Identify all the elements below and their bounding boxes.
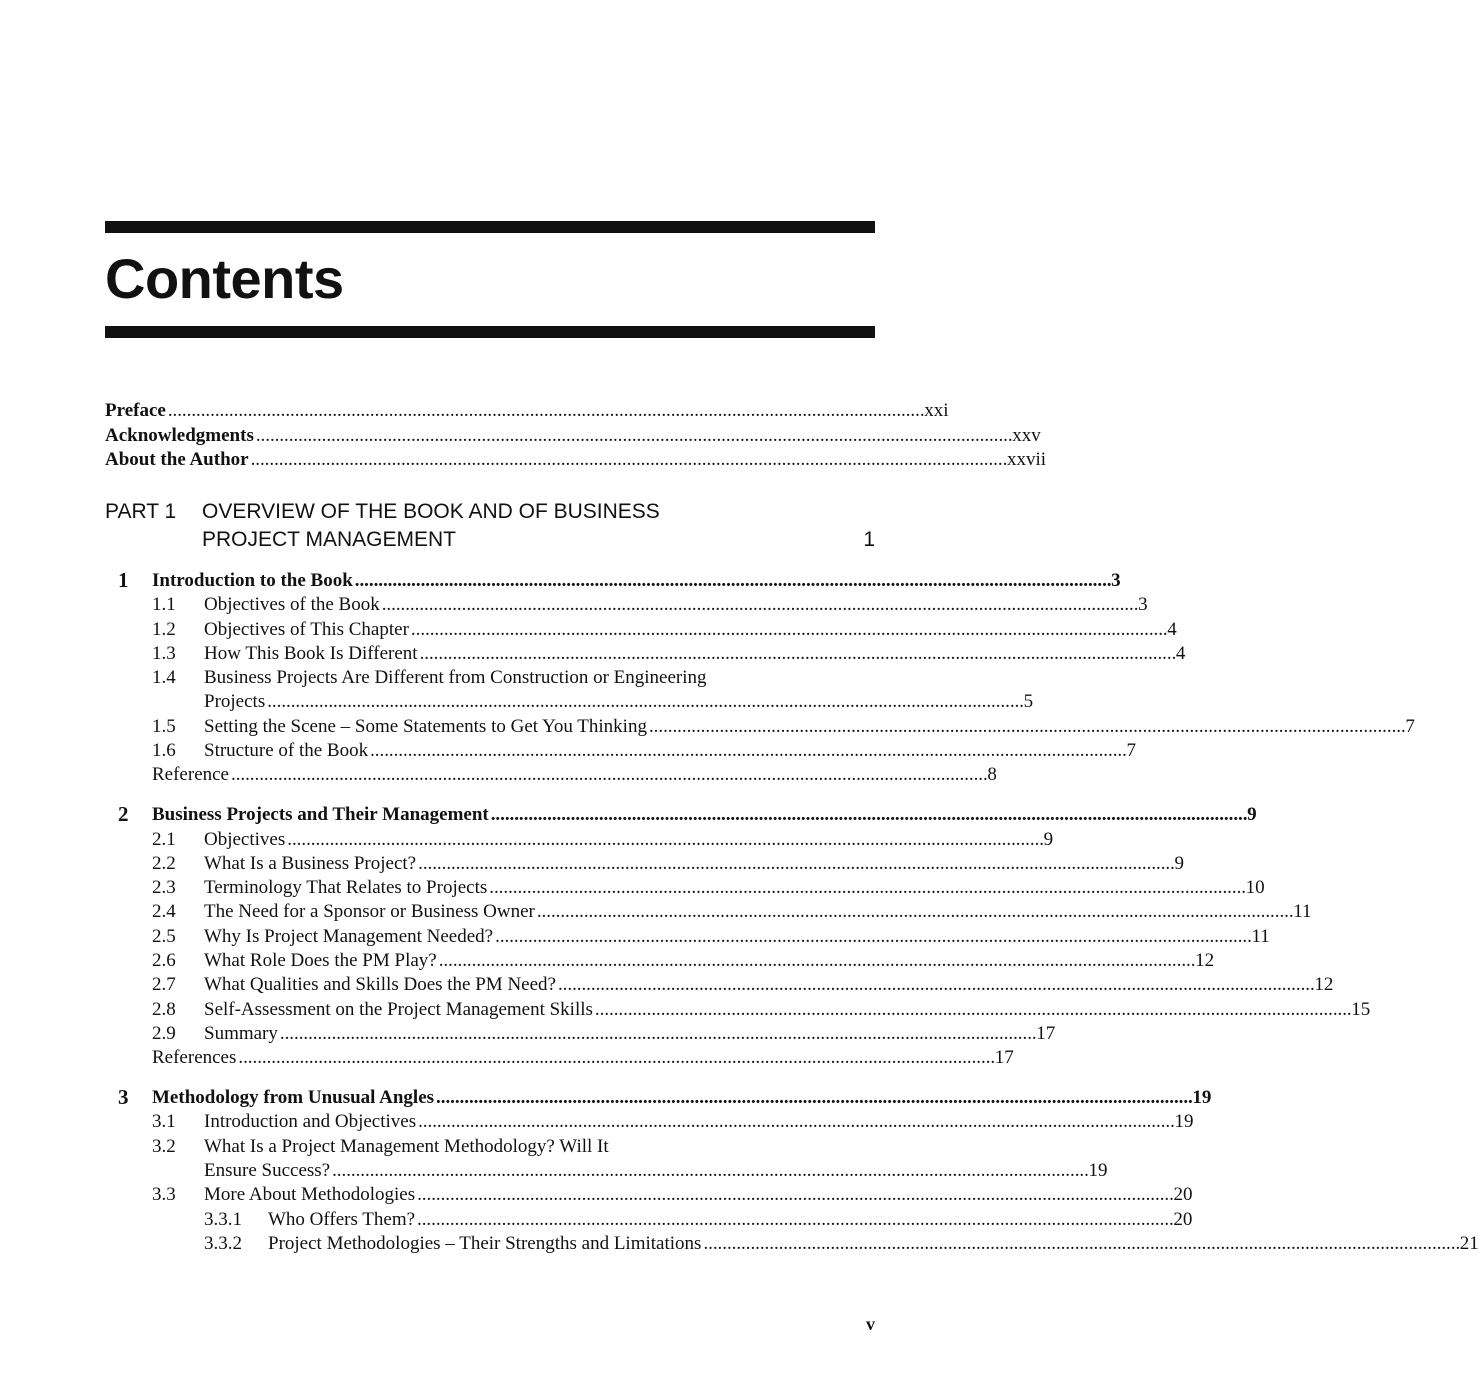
toc-section-2-9[interactable] <box>105 1022 1056 1046</box>
entry-title: References <box>152 1047 237 1068</box>
entry-title: Introduction to the Book <box>152 570 353 591</box>
entry-page: 3 <box>1138 594 1148 615</box>
toc-section-1-5[interactable] <box>105 715 1415 739</box>
entry-page: xxv <box>1012 425 1041 446</box>
toc-section-2-4[interactable] <box>105 900 1312 924</box>
entry-title-line2: Ensure Success? <box>204 1160 331 1181</box>
entry-page: 10 <box>1245 877 1265 898</box>
entry-page: 5 <box>1023 691 1034 712</box>
entry-title-line1: Business Projects Are Different from Construction or Engineering <box>204 667 707 688</box>
entry-title: Project Methodologies – Their Strengths and Limitations <box>268 1233 702 1254</box>
bottom-rule <box>105 326 875 338</box>
section-number: 3.3.2 <box>204 1233 242 1254</box>
entry-title: More About Methodologies <box>204 1184 416 1205</box>
section-number: 2.2 <box>152 853 176 874</box>
entry-title: Objectives of the Book <box>204 594 380 615</box>
toc-subsection-3-3-2[interactable] <box>105 1232 1479 1256</box>
section-number: 2.4 <box>152 901 176 922</box>
entry-page: 19 <box>1174 1111 1194 1132</box>
toc-chapter-1[interactable] <box>105 569 1121 593</box>
entry-page: 4 <box>1175 643 1186 664</box>
entry-page: 7 <box>1126 740 1136 761</box>
entry-page: 11 <box>1293 901 1312 922</box>
entry-title: Objectives of This Chapter <box>204 619 409 640</box>
entry-title: What Qualities and Skills Does the PM Need? <box>204 974 556 995</box>
part-page: 1 <box>863 528 875 551</box>
entry-title: Setting the Scene – Some Statements to Get You Thinking <box>204 716 647 737</box>
page-folio: v <box>866 1314 875 1334</box>
chapter-number: 1 <box>118 568 129 592</box>
entry-page: 21 <box>1459 1233 1479 1254</box>
entry-page: 9 <box>1174 853 1184 874</box>
section-number: 3.2 <box>152 1136 176 1157</box>
toc-section-1-4[interactable] <box>105 666 875 690</box>
entry-page: 17 <box>994 1047 1014 1068</box>
entry-title: Terminology That Relates to Projects <box>204 877 488 898</box>
toc-entry-about-author[interactable] <box>105 448 1046 472</box>
section-number: 2.8 <box>152 999 176 1020</box>
entry-title: Acknowledgments <box>105 425 254 446</box>
entry-page: xxi <box>924 400 949 421</box>
entry-title-line1: What Is a Project Management Methodology? Will It <box>204 1136 609 1157</box>
entry-title: Preface <box>105 400 166 421</box>
section-number: 1.1 <box>152 594 176 615</box>
section-number: 2.6 <box>152 950 176 971</box>
entry-page: 19 <box>1088 1160 1108 1181</box>
entry-title: Why Is Project Management Needed? <box>204 926 494 947</box>
toc-section-1-6[interactable] <box>105 739 1136 763</box>
entry-page: 20 <box>1173 1184 1193 1205</box>
section-number: 1.4 <box>152 667 176 688</box>
entry-page: 17 <box>1036 1023 1056 1044</box>
toc-entry-acknowledgments[interactable] <box>105 424 1041 448</box>
entry-title: Reference <box>152 764 229 785</box>
part-title-line1: OVERVIEW OF THE BOOK AND OF BUSINESS <box>202 500 660 523</box>
page-title: Contents <box>105 247 344 310</box>
chapter-number: 2 <box>118 802 129 826</box>
toc-section-1-3[interactable] <box>105 642 1186 666</box>
entry-title: The Need for a Sponsor or Business Owner <box>204 901 535 922</box>
entry-page: 12 <box>1195 950 1215 971</box>
toc-section-1-4-cont[interactable] <box>105 690 1034 714</box>
toc-section-1-1[interactable] <box>105 593 1148 617</box>
toc-section-3-3[interactable] <box>105 1183 1193 1207</box>
entry-page: 7 <box>1405 716 1415 737</box>
entry-page: 19 <box>1192 1087 1212 1108</box>
toc-reference-ch1[interactable] <box>105 763 997 787</box>
chapter-number: 3 <box>118 1085 129 1109</box>
toc-section-3-2[interactable] <box>105 1135 875 1159</box>
entry-title: Summary <box>204 1023 278 1044</box>
toc-entry-preface[interactable] <box>105 399 949 423</box>
entry-title: Structure of the Book <box>204 740 369 761</box>
section-number: 2.5 <box>152 926 176 947</box>
entry-title: How This Book Is Different <box>204 643 418 664</box>
toc-section-2-7[interactable] <box>105 973 1334 997</box>
toc-section-2-8[interactable] <box>105 998 1371 1022</box>
entry-title: What Role Does the PM Play? <box>204 950 437 971</box>
toc-chapter-3[interactable] <box>105 1086 1212 1110</box>
toc-section-2-2[interactable] <box>105 852 1184 876</box>
toc-subsection-3-3-1[interactable] <box>105 1208 1193 1232</box>
toc-section-2-6[interactable] <box>105 949 1215 973</box>
entry-title: What Is a Business Project? <box>204 853 417 874</box>
part-label: PART 1 <box>105 500 177 523</box>
entry-title: Methodology from Unusual Angles <box>152 1087 435 1108</box>
section-number: 3.3.1 <box>204 1209 242 1230</box>
entry-title: Introduction and Objectives <box>204 1111 417 1132</box>
section-number: 2.7 <box>152 974 176 995</box>
section-number: 3.3 <box>152 1184 176 1205</box>
section-number: 1.5 <box>152 716 176 737</box>
toc-section-2-1[interactable] <box>105 828 1054 852</box>
entry-page: 12 <box>1314 974 1334 995</box>
entry-page: xxvii <box>1006 449 1046 470</box>
entry-title: Business Projects and Their Management <box>152 804 489 825</box>
entry-title-line2: Projects <box>204 691 266 712</box>
section-number: 2.3 <box>152 877 176 898</box>
toc-section-2-3[interactable] <box>105 876 1265 900</box>
entry-page: 11 <box>1251 926 1270 947</box>
entry-page: 3 <box>1111 570 1121 591</box>
part-title-line2: PROJECT MANAGEMENT <box>202 528 456 551</box>
entry-title: About the Author <box>105 449 249 470</box>
entry-page: 9 <box>1043 829 1054 850</box>
section-number: 2.9 <box>152 1023 176 1044</box>
entry-page: 9 <box>1247 804 1257 825</box>
toc-section-3-1[interactable] <box>105 1110 1194 1134</box>
section-number: 1.3 <box>152 643 176 664</box>
toc-section-2-5[interactable] <box>105 925 1270 949</box>
entry-page: 8 <box>987 764 997 785</box>
entry-title: Objectives <box>204 829 286 850</box>
entry-page: 15 <box>1351 999 1371 1020</box>
toc-section-3-2-cont[interactable] <box>105 1159 1108 1183</box>
toc-reference-ch2[interactable] <box>105 1046 1014 1070</box>
section-number: 1.6 <box>152 740 176 761</box>
top-rule <box>105 221 875 233</box>
section-number: 2.1 <box>152 829 176 850</box>
toc-chapter-2[interactable] <box>105 803 1257 827</box>
section-number: 3.1 <box>152 1111 176 1132</box>
entry-page: 4 <box>1167 619 1177 640</box>
toc-section-1-2[interactable] <box>105 618 1177 642</box>
entry-page: 20 <box>1173 1209 1193 1230</box>
entry-title: Who Offers Them? <box>268 1209 416 1230</box>
entry-title: Self-Assessment on the Project Management Skills <box>204 999 593 1020</box>
section-number: 1.2 <box>152 619 176 640</box>
